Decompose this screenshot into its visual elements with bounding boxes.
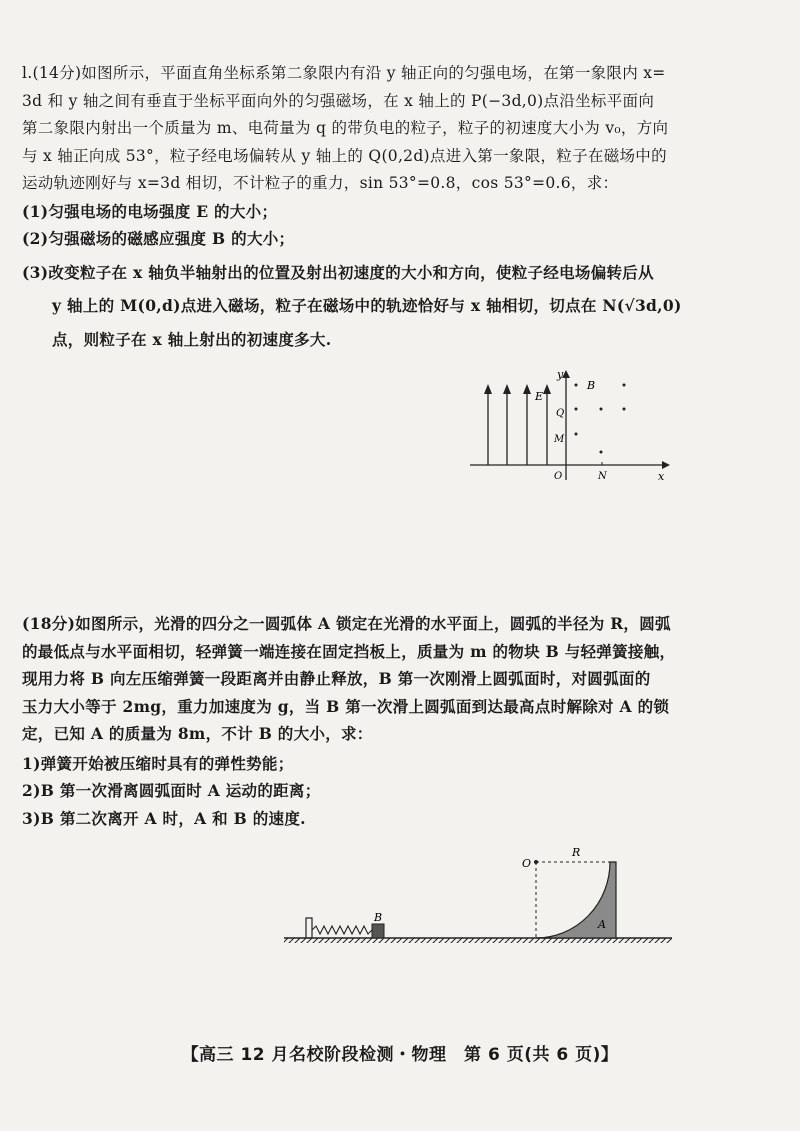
q1-line-4: 与 x 轴正向成 53°，粒子经电场偏转从 y 轴上的 Q(0,2d)点进入第一象限，粒子在磁场中的	[22, 146, 667, 165]
q2-sub-question-3: 3)B 第二次离开 A 时，A 和 B 的速度.	[22, 808, 306, 828]
x-axis-label: x	[658, 470, 665, 483]
point-n-label: N	[598, 471, 607, 482]
q1-field-diagram	[462, 368, 682, 492]
fixed-plate	[306, 918, 312, 938]
q2-sub-question-2: 2)B 第一次滑离圆弧面时 A 运动的距离；	[22, 781, 321, 800]
q1-sub-question-1: (1)匀强电场的电场强度 E 的大小；	[22, 201, 278, 221]
q1-sub-question-2: (2)匀强磁场的磁感应强度 B 的大小；	[22, 229, 295, 248]
radius-label: R	[572, 846, 581, 859]
block-b-label: B	[374, 911, 383, 924]
q2-line-3: 现用力将 B 向左压缩弹簧一段距离并由静止释放，B 第一次刚滑上圆弧面时，对圆弧面的	[22, 669, 651, 688]
arc-center-point	[534, 860, 538, 864]
q1-line-2: 3d 和 y 轴之间有垂直于坐标平面向外的匀强磁场，在 x 轴上的 P(−3d,0)点沿坐标平面向	[22, 91, 655, 110]
origin-label: O	[554, 471, 563, 482]
q1-line-5: 运动轨迹刚好与 x=3d 相切，不计粒子的重力，sin 53°=0.8，cos 53°=0.6，求：	[22, 174, 619, 192]
arc-center-label: O	[522, 857, 532, 870]
magnetic-field-label: B	[587, 379, 596, 392]
q1-sub-question-3-line-2: y 轴上的 M(0,d)点进入磁场，粒子在磁场中的轨迹恰好与 x 轴相切，切点在 N(√3d,0)	[52, 296, 682, 315]
ground-hatching	[284, 938, 672, 943]
q2-sub-question-1: 1)弹簧开始被压缩时具有的弹性势能；	[22, 753, 294, 773]
q1-line-3: 第二象限内射出一个质量为 m、电荷量为 q 的带负电的粒子，粒子的初速度大小为 v₀，方向	[22, 119, 669, 137]
q2-line-2: 的最低点与水平面相切，轻弹簧一端连接在固定挡板上，质量为 m 的物块 B 与轻弹簧接触，	[22, 641, 676, 661]
q1-line-1: l.(14分)如图所示，平面直角坐标系第二象限内有沿 y 轴正向的匀强电场，在第一象限内 x=	[22, 64, 666, 82]
x-axis-arrow-icon	[662, 461, 670, 469]
electric-field-label: E	[535, 390, 544, 403]
magnetic-field-dots	[575, 384, 626, 454]
block-b	[372, 924, 384, 938]
q2-line-5: 定，已知 A 的质量为 8m，不计 B 的大小，求：	[22, 724, 373, 743]
y-axis-label: y	[557, 368, 564, 381]
arc-body-a-label: A	[598, 918, 606, 931]
point-q-label: Q	[556, 408, 565, 419]
spring	[312, 926, 372, 934]
question-1	[22, 60, 682, 353]
question-2	[22, 610, 682, 832]
q2-line-1: (18分)如图所示，光滑的四分之一圆弧体 A 锁定在光滑的水平面上，圆弧的半径为 R，圆弧	[22, 614, 671, 633]
q2-spring-arc-diagram	[282, 842, 682, 956]
q2-line-4: 玉力大小等于 2mg，重力加速度为 g，当 B 第一次滑上圆弧面到达最高点时解除对 A 的锁	[22, 696, 670, 716]
point-m-label: M	[554, 434, 565, 445]
q1-sub-question-3-line-3: 点，则粒子在 x 轴上射出的初速度多大.	[52, 329, 332, 349]
q1-sub-question-3-line-1: (3)改变粒子在 x 轴负半轴射出的位置及射出初速度的大小和方向，使粒子经电场偏转后从	[22, 262, 654, 282]
page-footer: 【高三 12 月名校阶段检测・物理 第 6 页(共 6 页)】	[181, 1045, 619, 1065]
